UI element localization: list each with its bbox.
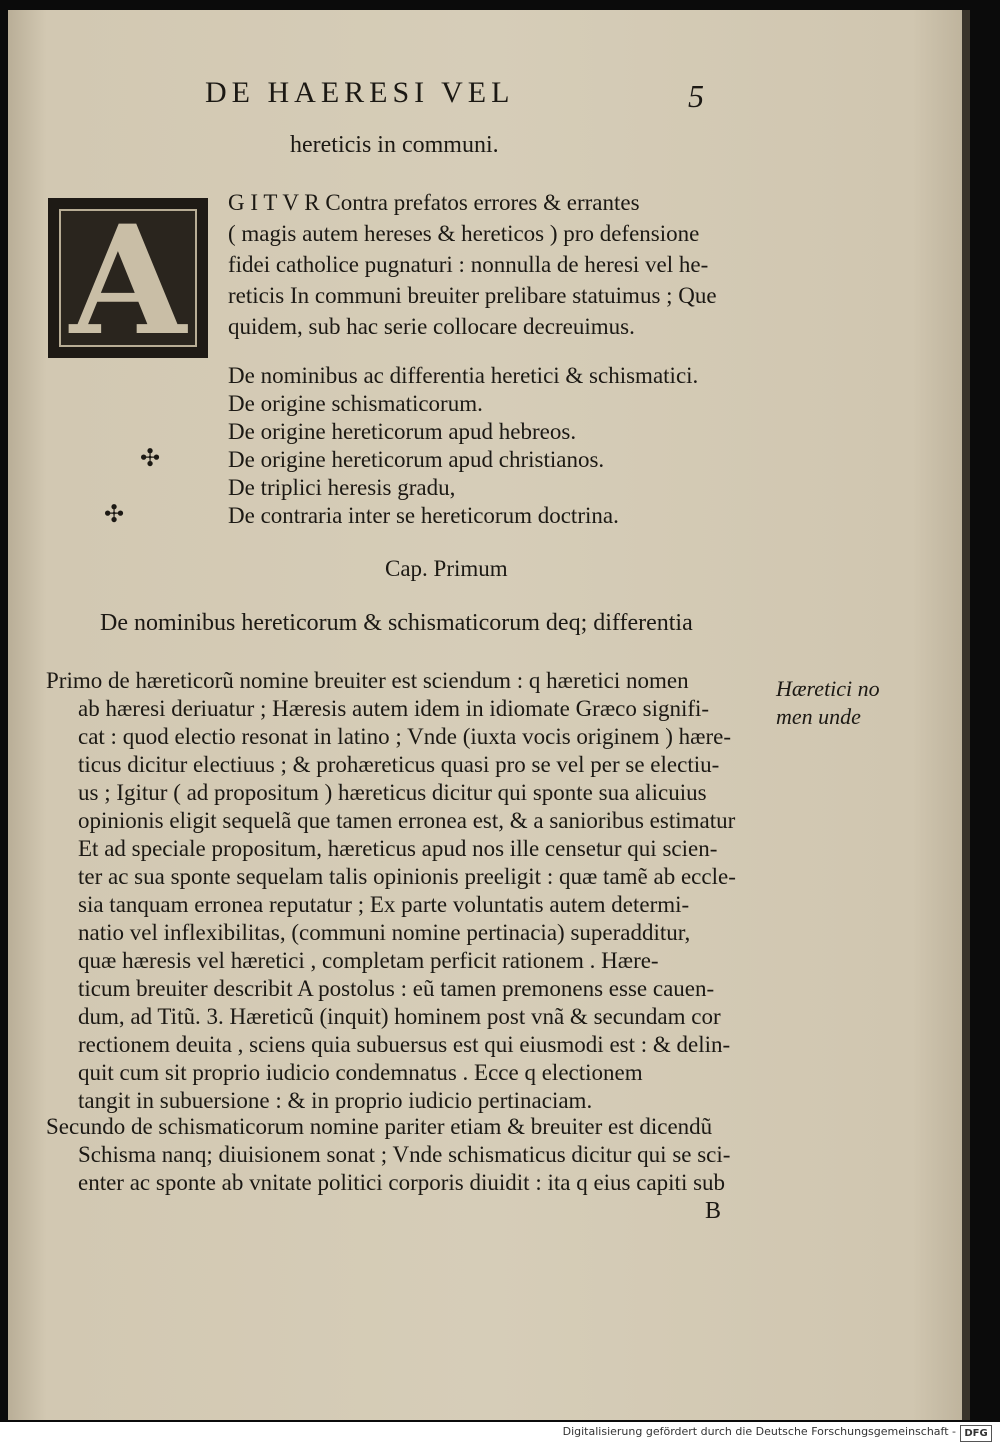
signature-mark: B [705, 1198, 722, 1224]
page-number: 5 [688, 78, 704, 114]
page-edge [962, 10, 970, 1420]
body-line: Et ad speciale propositum, hæreticus apud nos ille censetur qui scien- [78, 836, 718, 861]
initial-frame [59, 193, 197, 369]
body-line: enter ac sponte ab vnitate politici corporis diuidit : ita q eius capiti sub [78, 1170, 726, 1195]
intro-line: ( magis autem hereses & hereticos ) pro defensione [228, 221, 700, 246]
contents-item: De origine hereticorum apud hebreos. [228, 419, 577, 444]
decorated-initial [48, 193, 208, 369]
body-line: dum, ad Titũ. 3. Hæreticũ (inquit) hominem post vnã & secundam cor [78, 1004, 721, 1029]
contents-item: De origine schismaticorum. [228, 391, 483, 416]
intro-line: fidei catholice pugnaturi : nonnulla de heresi vel he- [228, 252, 709, 277]
body-line: ticus dicitur electiuus ; & prohæreticus quasi pro se vel per se electiu- [78, 752, 720, 777]
body-line: Primo de hæreticorũ nomine breuiter est sciendum : q hæretici nomen [46, 668, 689, 693]
body-line: quit cum sit proprio iudicio condemnatus . Ecce q electionem [78, 1060, 643, 1085]
body-line: quæ hæresis vel hæretici , completam perficit rationem . Hære- [78, 948, 659, 973]
body-line: ter ac sua sponte sequelam talis opinionis preeligit : quæ tamẽ ab eccle- [78, 864, 736, 889]
body-line: tangit in subuersione : & in proprio iudicio pertinaciam. [78, 1088, 593, 1113]
body-line: natio vel inflexibilitas, (communi nomine pertinacia) superadditur, [78, 920, 691, 945]
body-line: rectionem deuita , sciens quia subuersus est qui eiusmodi est : & delin- [78, 1032, 731, 1057]
intro-line: quidem, sub hac serie collocare decreuimus. [228, 314, 635, 339]
section-subtitle: hereticis in communi. [290, 132, 499, 158]
contents-item: De origine hereticorum apud christianos. [228, 447, 605, 472]
contents-item: De nominibus ac differentia heretici & schismatici. [228, 363, 699, 388]
funding-credit: Digitalisierung gefördert durch die Deutsche Forschungsgemeinschaft - [562, 1425, 956, 1438]
body-line: sia tanquam erronea reputatur ; Ex parte voluntatis autem determi- [78, 892, 690, 917]
body-line: ticum breuiter describit A postolus : eũ tamen premonens esse cauen- [78, 976, 715, 1001]
body-line: ab hæresi deriuatur ; Hæresis autem idem in idiomate Græco signifi- [78, 696, 710, 721]
running-head: DE HAERESI VEL [205, 76, 515, 109]
chapter-title: Cap. Primum [385, 556, 508, 581]
body-line: cat : quod electio resonat in latino ; Vnde (iuxta vocis originem ) hære- [78, 724, 731, 749]
body-line: us ; Igitur ( ad propositum ) hæreticus dicitur qui sponte sua alicuius [78, 780, 707, 805]
intro-line: reticis In communi breuiter prelibare statuimus ; Que [228, 283, 717, 308]
margin-note: men unde [776, 704, 861, 729]
dfg-logo-icon: DFG [960, 1425, 992, 1442]
body-line: Secundo de schismaticorum nomine pariter etiam & breuiter est dicendũ [46, 1114, 713, 1139]
body-line: opinionis eligit sequelã que tamen erronea est, & a sanioribus estimatur [78, 808, 736, 833]
contents-item: De triplici heresis gradu, [228, 475, 456, 500]
bleed-through-text [68, 150, 74, 174]
cross-marginal-mark-icon: ✣ [104, 500, 125, 528]
cross-marginal-mark-icon: ✣ [140, 444, 161, 472]
chapter-heading: De nominibus hereticorum & schismaticorum deq; differentia [100, 610, 693, 636]
margin-note: Hæretici no [776, 676, 880, 701]
initial-letter: A [69, 193, 187, 369]
intro-line: G I T V R Contra prefatos errores & errantes [228, 190, 640, 215]
body-line: Schisma nanq; diuisionem sonat ; Vnde schismaticus dicitur qui se sci- [78, 1142, 731, 1167]
contents-item: De contraria inter se hereticorum doctrina. [228, 503, 619, 528]
digitization-footer [0, 1422, 1000, 1446]
